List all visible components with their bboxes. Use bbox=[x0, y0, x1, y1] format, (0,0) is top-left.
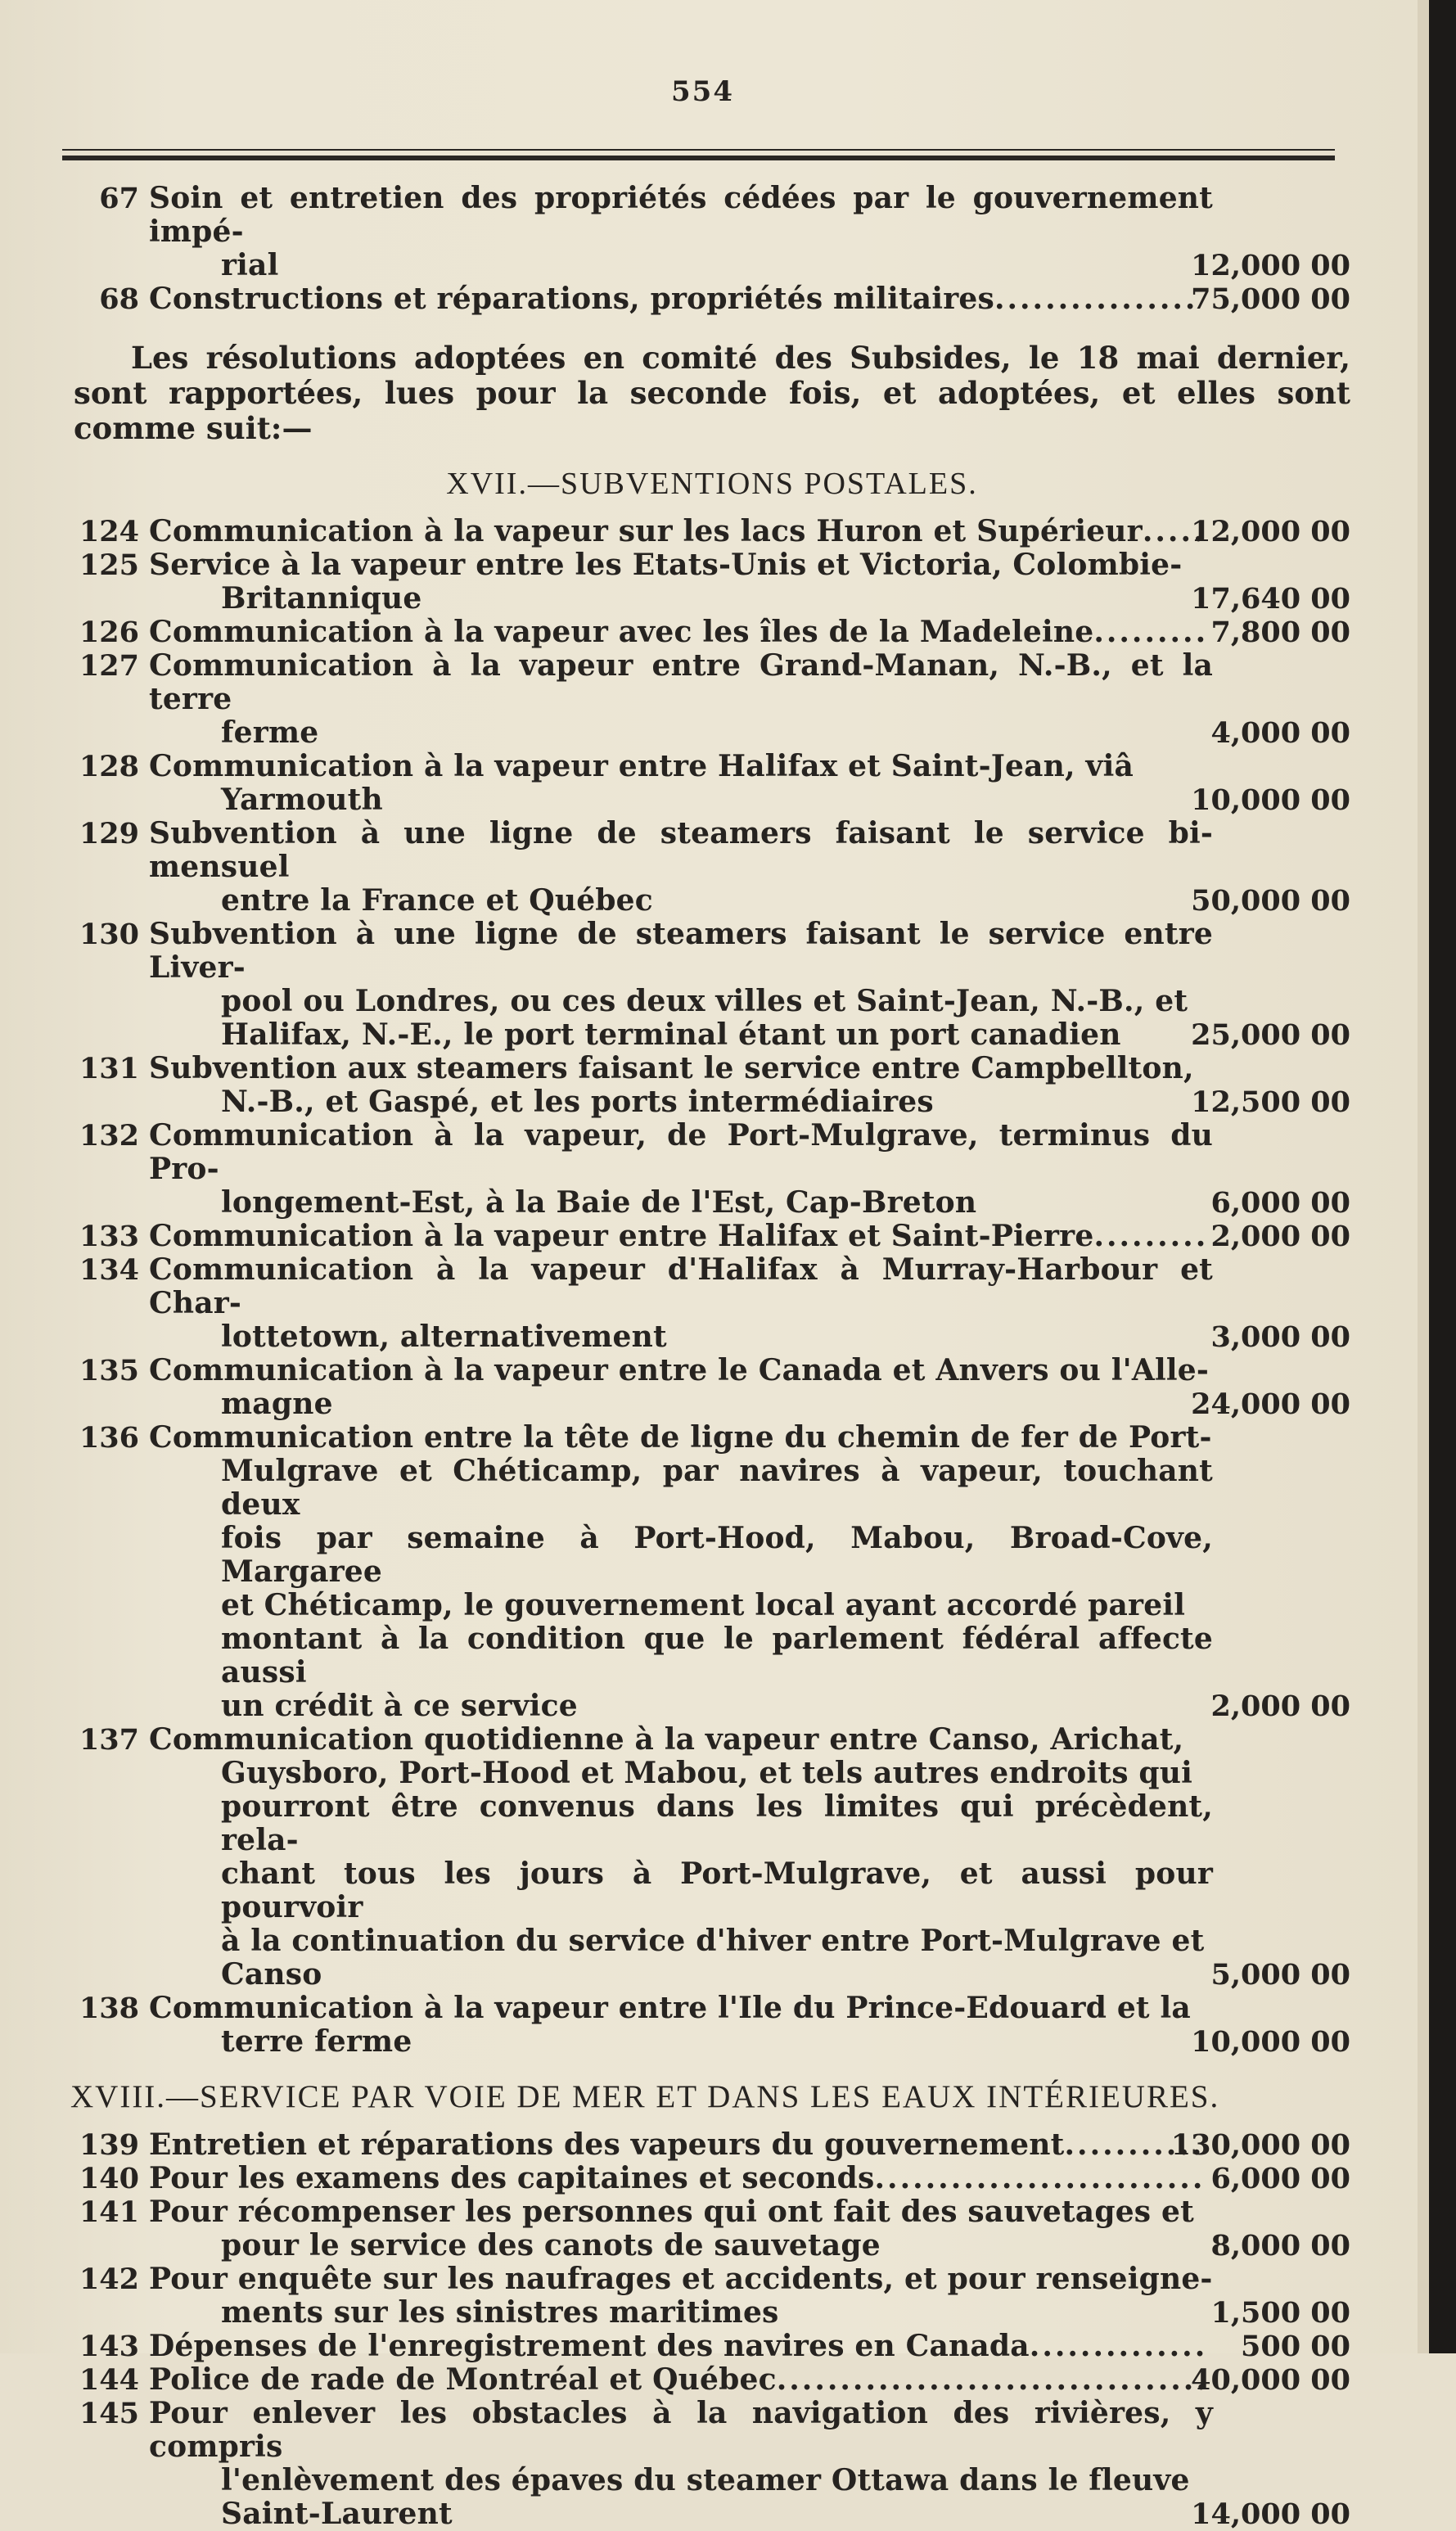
page-edge bbox=[1418, 0, 1456, 2353]
line-item bbox=[74, 282, 1350, 316]
item-description bbox=[149, 182, 1213, 282]
item-line: Pour enquête sur les naufrages et accidents, et pour renseigne- bbox=[149, 2262, 1213, 2296]
section-18-list bbox=[74, 2128, 1350, 2531]
item-number: 132 bbox=[79, 1119, 139, 1153]
item-number: 140 bbox=[79, 2162, 139, 2195]
item-line: chant tous les jours à Port-Mulgrave, et aussi pour pourvoir bbox=[221, 1857, 1213, 1924]
item-line: Mulgrave et Chéticamp, par navires à vapeur, touchant deux bbox=[221, 1454, 1213, 1522]
item-number: 130 bbox=[79, 918, 139, 951]
line-item bbox=[74, 2195, 1350, 2263]
item-amount: 2,000 00 bbox=[1210, 1690, 1350, 1723]
item-number: 126 bbox=[79, 616, 139, 649]
item-line: Communication à la vapeur avec les îles de la Madeleine......... bbox=[149, 615, 1209, 649]
item-line: Dépenses de l'enregistrement des navires en Canada.............. bbox=[149, 2329, 1208, 2363]
item-amount: 14,000 00 bbox=[1191, 2497, 1350, 2531]
item-line: pourront être convenus dans les limites qui précèdent, rela- bbox=[221, 1789, 1213, 1857]
line-item bbox=[74, 2263, 1350, 2330]
item-line: Constructions et réparations, propriétés militaires................ bbox=[149, 282, 1198, 316]
item-description bbox=[149, 2195, 1213, 2263]
item-line: Yarmouth bbox=[221, 783, 383, 817]
dot-leaders: ......... bbox=[1093, 615, 1209, 649]
item-description bbox=[149, 2263, 1213, 2330]
item-line: Communication à la vapeur entre Halifax et Saint-Pierre......... bbox=[149, 1219, 1209, 1253]
line-item bbox=[74, 2128, 1350, 2162]
item-amount: 75,000 00 bbox=[1191, 282, 1350, 316]
item-amount: 10,000 00 bbox=[1191, 783, 1350, 817]
item-number: 67 bbox=[99, 182, 139, 215]
item-amount: 4,000 00 bbox=[1210, 716, 1350, 750]
line-item bbox=[74, 1220, 1350, 1253]
section-17-list bbox=[74, 515, 1350, 2059]
line-item bbox=[74, 1119, 1350, 1220]
item-amount: 12,000 00 bbox=[1191, 249, 1350, 282]
item-line: Entretien et réparations des vapeurs du gouvernement........... bbox=[149, 2127, 1205, 2162]
item-line: Soin et entretien des propriétés cédées par le gouvernement impé- bbox=[149, 181, 1213, 249]
line-item bbox=[74, 649, 1350, 750]
line-item bbox=[74, 1253, 1350, 1354]
item-line: terre ferme bbox=[221, 2024, 412, 2059]
item-description bbox=[149, 2330, 1213, 2363]
dot-leaders: .............. bbox=[1029, 2329, 1208, 2363]
item-line: Subvention à une ligne de steamers faisant le service entre Liver- bbox=[149, 917, 1213, 985]
item-line: Police de rade de Montréal et Québec.................................. bbox=[149, 2362, 1209, 2397]
item-description bbox=[149, 1723, 1213, 1992]
dot-leaders: ........... bbox=[1064, 2127, 1205, 2162]
scan-border bbox=[1429, 0, 1456, 2353]
item-line: et Chéticamp, le gouvernement local ayant accordé pareil bbox=[221, 1588, 1186, 1622]
dot-leaders: .......................... bbox=[874, 2161, 1206, 2195]
line-item bbox=[74, 515, 1350, 548]
item-line: Guysboro, Port-Hood et Mabou, et tels autres endroits qui bbox=[221, 1756, 1193, 1790]
item-description bbox=[149, 282, 1213, 316]
item-number: 139 bbox=[79, 2128, 139, 2162]
item-line: Subvention aux steamers faisant le service entre Campbellton, bbox=[149, 1051, 1194, 1085]
item-amount: 1,500 00 bbox=[1210, 2296, 1350, 2330]
line-item bbox=[74, 750, 1350, 817]
line-item bbox=[74, 1052, 1350, 1119]
item-number: 134 bbox=[79, 1253, 139, 1287]
item-number: 128 bbox=[79, 750, 139, 783]
line-item bbox=[74, 2162, 1350, 2195]
item-description bbox=[149, 2363, 1213, 2397]
dot-leaders: ................ bbox=[994, 282, 1198, 316]
items-top-list bbox=[74, 182, 1350, 316]
item-line: entre la France et Québec bbox=[221, 883, 653, 918]
item-amount: 2,000 00 bbox=[1210, 1220, 1350, 1253]
item-number: 131 bbox=[79, 1052, 139, 1085]
item-line: Communication à la vapeur sur les lacs Huron et Supérieur..... bbox=[149, 514, 1206, 548]
item-line: ments sur les sinistres maritimes bbox=[221, 2295, 779, 2330]
item-line: Pour les examens des capitaines et seconds.......................... bbox=[149, 2161, 1206, 2195]
item-description bbox=[149, 1992, 1213, 2059]
item-amount: 12,500 00 bbox=[1191, 1085, 1350, 1119]
header-rule-thin bbox=[62, 149, 1335, 151]
item-amount: 130,000 00 bbox=[1170, 2128, 1350, 2162]
item-number: 144 bbox=[79, 2363, 139, 2397]
line-item bbox=[74, 182, 1350, 282]
item-line: montant à la condition que le parlement fédéral affecte aussi bbox=[221, 1622, 1213, 1690]
item-description bbox=[149, 2397, 1213, 2531]
item-amount: 6,000 00 bbox=[1210, 1186, 1350, 1220]
item-amount: 7,800 00 bbox=[1210, 616, 1350, 649]
line-item bbox=[74, 1354, 1350, 1421]
item-line: Communication à la vapeur, de Port-Mulgrave, terminus du Pro- bbox=[149, 1118, 1213, 1186]
item-number: 141 bbox=[79, 2195, 139, 2229]
line-item bbox=[74, 1723, 1350, 1992]
item-number: 142 bbox=[79, 2263, 139, 2296]
item-description bbox=[149, 616, 1213, 649]
item-amount: 17,640 00 bbox=[1191, 582, 1350, 616]
item-number: 136 bbox=[79, 1421, 139, 1455]
item-line: Communication à la vapeur entre Halifax et Saint-Jean, viâ bbox=[149, 749, 1134, 783]
item-number: 138 bbox=[79, 1992, 139, 2025]
item-amount: 3,000 00 bbox=[1210, 1320, 1350, 1354]
item-line: un crédit à ce service bbox=[221, 1689, 578, 1723]
item-description bbox=[149, 1354, 1213, 1421]
dot-leaders: .................................. bbox=[776, 2362, 1209, 2397]
item-line: à la continuation du service d'hiver entre Port-Mulgrave et bbox=[221, 1924, 1205, 1958]
item-line: fois par semaine à Port-Hood, Mabou, Broad-Cove, Margaree bbox=[221, 1521, 1213, 1589]
section-18-title: XVIII.—SERVICE PAR VOIE DE MER ET DANS LES EAUX INTÉRIEURES. bbox=[70, 2079, 1220, 2114]
item-description bbox=[149, 1421, 1213, 1723]
item-amount: 500 00 bbox=[1241, 2330, 1350, 2363]
item-line: Pour enlever les obstacles à la navigation des rivières, y compris bbox=[149, 2396, 1213, 2464]
item-description bbox=[149, 1052, 1213, 1119]
item-number: 68 bbox=[99, 282, 139, 316]
line-item bbox=[74, 616, 1350, 649]
item-line: N.-B., et Gaspé, et les ports intermédiaires bbox=[221, 1085, 934, 1119]
item-number: 143 bbox=[79, 2330, 139, 2363]
item-line: rial bbox=[221, 248, 279, 282]
item-line: Communication quotidienne à la vapeur entre Canso, Arichat, bbox=[149, 1722, 1184, 1757]
item-description bbox=[149, 1253, 1213, 1354]
item-number: 133 bbox=[79, 1220, 139, 1253]
item-line: Halifax, N.-E., le port terminal étant un port canadien bbox=[221, 1017, 1121, 1052]
item-description bbox=[149, 649, 1213, 750]
item-number: 129 bbox=[79, 817, 139, 850]
item-line: Communication à la vapeur entre Grand-Manan, N.-B., et la terre bbox=[149, 648, 1213, 716]
item-number: 127 bbox=[79, 649, 139, 683]
dot-leaders: ......... bbox=[1093, 1219, 1209, 1253]
item-line: Service à la vapeur entre les Etats-Unis et Victoria, Colombie- bbox=[149, 548, 1183, 582]
item-line: pour le service des canots de sauvetage bbox=[221, 2228, 881, 2263]
item-line: Communication à la vapeur entre le Canada et Anvers ou l'Alle- bbox=[149, 1353, 1209, 1387]
page-body bbox=[70, 181, 1350, 2531]
line-item bbox=[74, 918, 1350, 1052]
item-line: Britannique bbox=[221, 581, 422, 616]
item-amount: 12,000 00 bbox=[1191, 515, 1350, 548]
line-item bbox=[74, 2363, 1350, 2397]
header-rule-thick bbox=[62, 156, 1335, 160]
item-description bbox=[149, 515, 1213, 548]
item-description bbox=[149, 1220, 1213, 1253]
resolution-paragraph: Les résolutions adoptées en comité des Subsides, le 18 mai dernier, sont rapportées, lues pour la seconde fois, et adoptées, et elles sont comme suit:— bbox=[74, 340, 1350, 446]
item-amount: 40,000 00 bbox=[1191, 2363, 1350, 2397]
item-line: magne bbox=[221, 1387, 333, 1421]
item-description bbox=[149, 548, 1213, 616]
item-amount: 6,000 00 bbox=[1210, 2162, 1350, 2195]
item-description bbox=[149, 2162, 1213, 2195]
item-description bbox=[149, 750, 1213, 817]
item-number: 135 bbox=[79, 1354, 139, 1387]
line-item bbox=[74, 1421, 1350, 1723]
item-amount: 8,000 00 bbox=[1210, 2229, 1350, 2263]
item-number: 125 bbox=[79, 548, 139, 582]
section-17-title: XVII.—SUBVENTIONS POSTALES. bbox=[446, 467, 978, 501]
item-line: longement-Est, à la Baie de l'Est, Cap-Breton bbox=[221, 1185, 977, 1220]
item-amount: 10,000 00 bbox=[1191, 2025, 1350, 2059]
line-item bbox=[74, 2330, 1350, 2363]
line-item bbox=[74, 817, 1350, 918]
page-number: 554 bbox=[671, 75, 734, 108]
line-item bbox=[74, 1992, 1350, 2059]
item-amount: 25,000 00 bbox=[1191, 1018, 1350, 1052]
item-description bbox=[149, 2128, 1213, 2162]
item-line: Saint-Laurent bbox=[221, 2497, 453, 2531]
item-amount: 24,000 00 bbox=[1191, 1387, 1350, 1421]
item-description bbox=[149, 918, 1213, 1052]
item-line: Pour récompenser les personnes qui ont fait des sauvetages et bbox=[149, 2195, 1194, 2229]
item-line: Subvention à une ligne de steamers faisant le service bi-mensuel bbox=[149, 816, 1213, 884]
item-line: lottetown, alternativement bbox=[221, 1320, 667, 1354]
item-line: Communication à la vapeur d'Halifax à Murray-Harbour et Char- bbox=[149, 1252, 1213, 1320]
item-line: ferme bbox=[221, 715, 319, 750]
line-item bbox=[74, 2397, 1350, 2531]
item-amount: 5,000 00 bbox=[1210, 1958, 1350, 1992]
item-line: pool ou Londres, ou ces deux villes et Saint-Jean, N.-B., et bbox=[221, 984, 1188, 1018]
item-line: l'enlèvement des épaves du steamer Ottawa dans le fleuve bbox=[221, 2463, 1190, 2497]
line-item bbox=[74, 548, 1350, 616]
item-line: Communication entre la tête de ligne du chemin de fer de Port- bbox=[149, 1420, 1212, 1455]
item-number: 145 bbox=[79, 2397, 139, 2430]
item-amount: 50,000 00 bbox=[1191, 884, 1350, 918]
item-number: 124 bbox=[79, 515, 139, 548]
dot-leaders: ..... bbox=[1142, 514, 1206, 548]
item-description bbox=[149, 817, 1213, 918]
item-line: Canso bbox=[221, 1957, 322, 1992]
item-line: Communication à la vapeur entre l'Ile du Prince-Edouard et la bbox=[149, 1991, 1191, 2025]
item-description bbox=[149, 1119, 1213, 1220]
item-number: 137 bbox=[79, 1723, 139, 1757]
